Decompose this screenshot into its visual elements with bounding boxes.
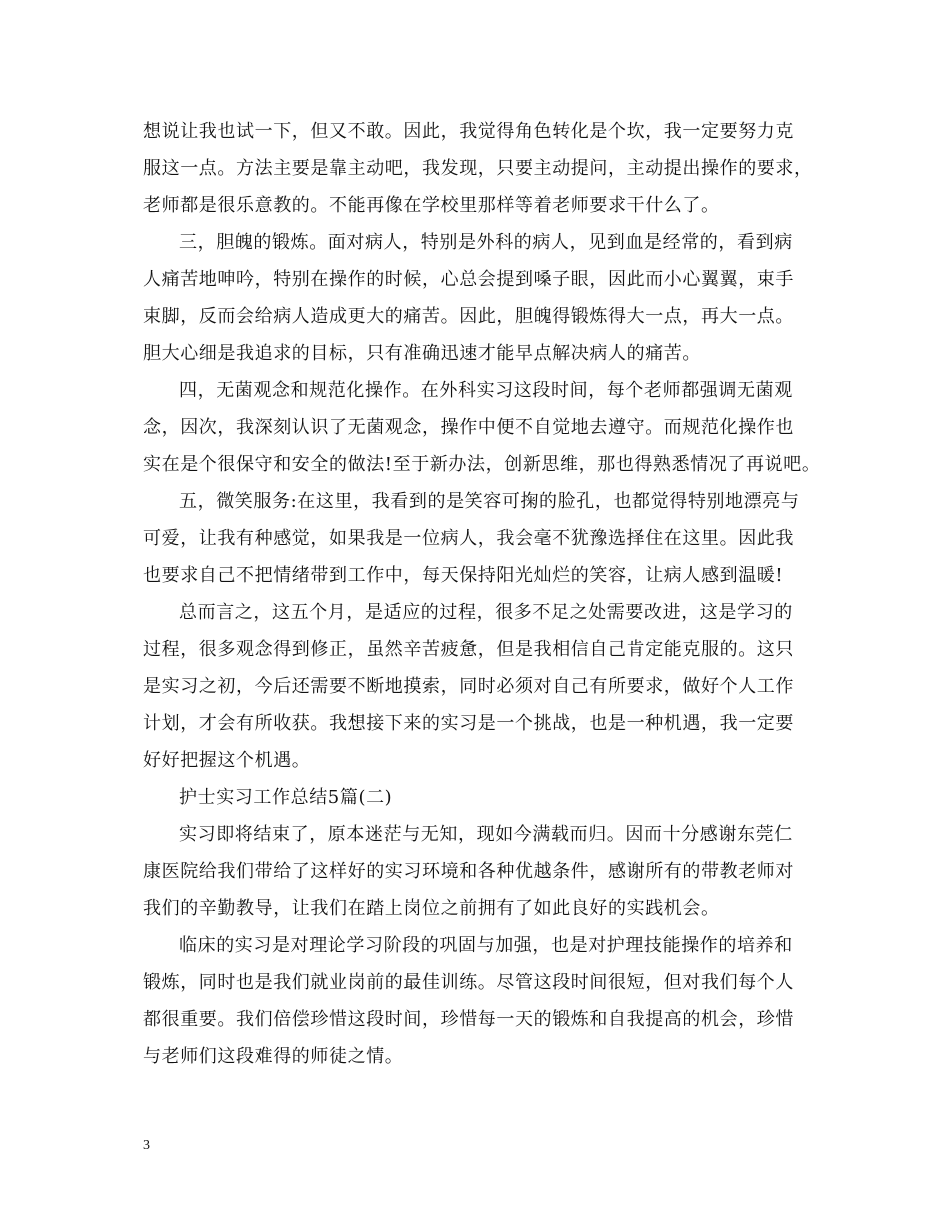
text-line: 老师都是很乐意教的。不能再像在学校里那样等着老师要求干什么了。 [143, 195, 720, 216]
text-line: 好好把握这个机遇。 [143, 750, 311, 771]
text-line: 可爱，让我有种感觉，如果我是一位病人，我会毫不犹豫选择住在这里。因此我 [143, 528, 794, 549]
text-line: 也要求自己不把情绪带到工作中，每天保持阳光灿烂的笑容，让病人感到温暖! [143, 565, 784, 586]
paragraph-first-line: 五，微笑服务:在这里，我看到的是笑容可掬的脸孔，也都觉得特别地漂亮与 [179, 491, 800, 512]
text-line: 都很重要。我们倍偿珍惜这段时间，珍惜每一天的锻炼和自我提高的机会，珍惜 [143, 1009, 794, 1030]
text-line: 服这一点。方法主要是靠主动吧，我发现，只要主动提问，主动提出操作的要求， [143, 158, 813, 179]
text-line: 锻炼，同时也是我们就业岗前的最佳训练。尽管这段时间很短，但对我们每个人 [143, 972, 794, 993]
text-line: 过程，很多观念得到修正，虽然辛苦疲惫，但是我相信自己肯定能克服的。这只 [143, 639, 794, 660]
text-line: 是实习之初，今后还需要不断地摸索，同时必须对自己有所要求，做好个人工作 [143, 676, 794, 697]
text-line: 想说让我也试一下，但又不敢。因此，我觉得角色转化是个坎，我一定要努力克 [143, 121, 794, 142]
page-number: 3 [143, 1138, 150, 1153]
paragraph-first-line: 实习即将结束了，原本迷茫与无知，现如今满载而归。因而十分感谢东莞仁 [179, 824, 793, 845]
paragraph-first-line: 临床的实习是对理论学习阶段的巩固与加强，也是对护理技能操作的培养和 [179, 935, 793, 956]
text-line: 康医院给我们带给了这样好的实习环境和各种优越条件，感谢所有的带教老师对 [143, 861, 794, 882]
text-line: 实在是个很保守和安全的做法!至于新办法，创新思维，那也得熟悉情况了再说吧。 [143, 454, 821, 475]
text-line: 念，因次，我深刻认识了无菌观念，操作中便不自觉地去遵守。而规范化操作也 [143, 417, 794, 438]
section-heading: 护士实习工作总结5篇(二) [179, 787, 393, 808]
text-line: 人痛苦地呻吟，特别在操作的时候，心总会提到嗓子眼，因此而小心翼翼，束手 [143, 269, 794, 290]
paragraph-first-line: 四，无菌观念和规范化操作。在外科实习这段时间，每个老师都强调无菌观 [179, 380, 793, 401]
paragraph-first-line: 总而言之，这五个月，是适应的过程，很多不足之处需要改进，这是学习的 [179, 602, 793, 623]
text-line: 束脚，反而会给病人造成更大的痛苦。因此，胆魄得锻炼得大一点，再大一点。 [143, 306, 794, 327]
text-line: 胆大心细是我追求的目标，只有准确迅速才能早点解决病人的痛苦。 [143, 343, 701, 364]
text-line: 我们的辛勤教导，让我们在踏上岗位之前拥有了如此良好的实践机会。 [143, 898, 720, 919]
text-line: 计划，才会有所收获。我想接下来的实习是一个挑战，也是一种机遇，我一定要 [143, 713, 794, 734]
text-line: 与老师们这段难得的师徒之情。 [143, 1046, 404, 1067]
paragraph-first-line: 三，胆魄的锻炼。面对病人，特别是外科的病人，见到血是经常的，看到病 [179, 232, 793, 253]
